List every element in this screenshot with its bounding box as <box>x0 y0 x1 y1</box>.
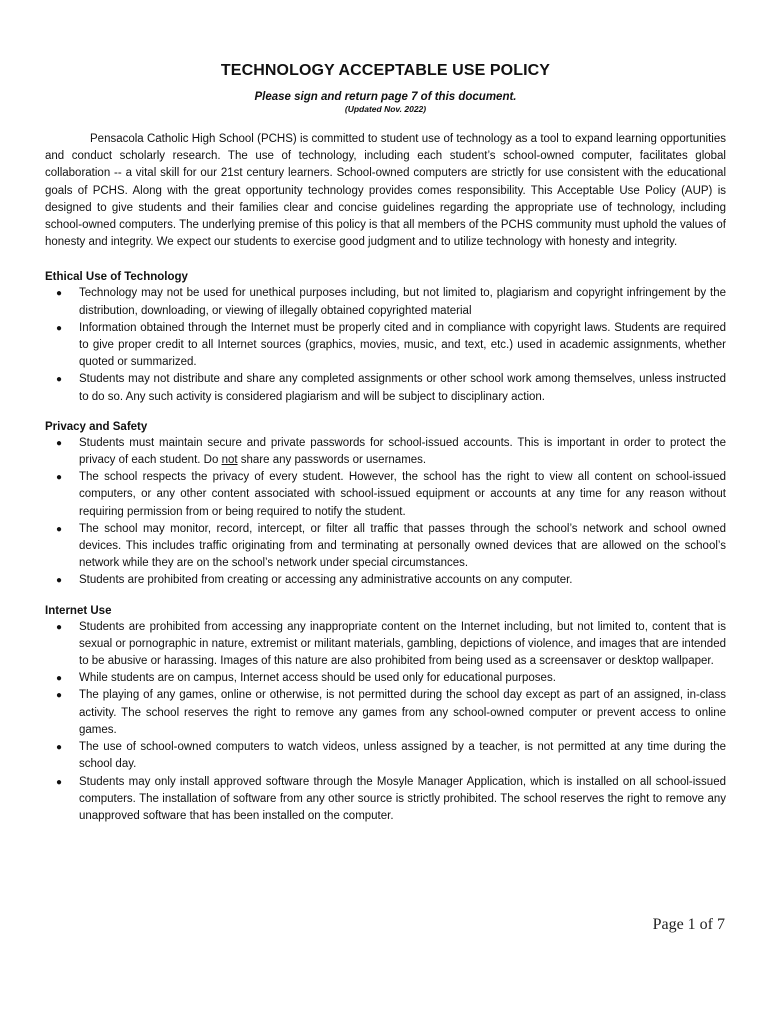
page-title: TECHNOLOGY ACCEPTABLE USE POLICY <box>220 62 551 79</box>
list-item <box>45 774 726 826</box>
list-item-text: Students are prohibited from creating or accessing any administrative accounts on any computer. <box>79 574 573 587</box>
section-privacy-safety <box>45 421 726 590</box>
list-item <box>45 285 726 319</box>
document-page <box>45 62 726 840</box>
list-item <box>45 371 726 405</box>
list-item-text: Students may only install approved software through the Mosyle Manager Application, which is installed on all school-issued computers. The installation of software from any other source is strictly prohibited. The school reserves the right to remove any unapproved software that has been installed on the computer. <box>79 775 726 822</box>
section-ethical-use <box>45 271 726 405</box>
list-item <box>45 670 726 687</box>
list-item <box>45 687 726 739</box>
section-heading: Ethical Use of Technology <box>45 271 188 284</box>
bullet-icon: ● <box>56 523 63 535</box>
underlined-word: not <box>221 454 238 467</box>
list-item-text: While students are on campus, Internet access should be used only for educational purposes. <box>79 672 556 685</box>
list-item-text: Students must maintain secure and private passwords for school-issued accounts. This is important in order to protect the privacy of each student. Do not share any passwords or usernames. <box>79 436 726 467</box>
list-item <box>45 435 726 469</box>
bullet-icon: ● <box>56 472 63 484</box>
list-item-text: The school may monitor, record, intercept, or filter all traffic that passes through the school’s network and school owned devices. This includes traffic originating from and terminating at personally owned devices that are allowed on the school’s network while they are on the school’s network under special circumstances. <box>79 522 726 570</box>
list-item-text: The playing of any games, online or otherwise, is not permitted during the school day except as part of an assigned, in-class activity. The school reserves the right to remove any games from any school-owned computer or prevent access to online games. <box>79 689 726 736</box>
bullet-icon: ● <box>56 742 63 754</box>
section-heading: Privacy and Safety <box>45 420 148 433</box>
section-heading: Internet Use <box>45 604 112 617</box>
bullet-icon: ● <box>56 575 63 587</box>
bullet-icon: ● <box>56 690 63 702</box>
list-item <box>45 320 726 372</box>
list-item <box>45 469 726 521</box>
list-item <box>45 572 726 589</box>
list-item <box>45 619 726 671</box>
subtitle: Please sign and return page 7 of this document. <box>254 91 517 103</box>
list-item-text: The use of school-owned computers to watch videos, unless assigned by a teacher, is not permitted at any time during the school day. <box>79 741 726 771</box>
bullet-icon: ● <box>56 288 63 300</box>
bullet-icon: ● <box>56 374 63 386</box>
list-item-text: Information obtained through the Internet must be properly cited and in compliance with copyright laws. Students are required to give proper credit to all Internet sources (graphics, movies, music, and text, etc.) used in academic assignments, whether quoted or summarized. <box>79 321 726 369</box>
bullet-icon: ● <box>56 621 63 633</box>
updated-date: (Updated Nov. 2022) <box>344 104 427 114</box>
bullet-icon: ● <box>56 776 63 788</box>
list-item <box>45 739 726 773</box>
list-item-text: Students may not distribute and share any completed assignments or other school work among themselves, unless instructed to do so. Any such activity is considered plagiarism and will be subject to disciplinary action. <box>79 373 726 403</box>
bullet-list <box>45 435 726 590</box>
bullet-icon: ● <box>56 437 63 449</box>
page-number: Page 1 of 7 <box>652 916 725 933</box>
bullet-icon: ● <box>56 673 63 685</box>
bullet-list <box>45 619 726 825</box>
list-item-text: The school respects the privacy of every student. However, the school has the right to view all content on school-issued computers, or any other content associated with school-issued equipment or accounts at any time for any reason without requiring permission from or being required to notify the student. <box>79 471 726 518</box>
section-internet-use <box>45 605 726 825</box>
list-item-text: Students are prohibited from accessing any inappropriate content on the Internet including, but not limited to, content that is sexual or pornographic in nature, extremist or militant materials, gambling, depictions of violence, and images that are intended to be abusive or harassing. Images of this nature are also prohibited from being used as a screensaver or desktop wallpaper. <box>79 620 726 668</box>
bullet-icon: ● <box>56 322 63 334</box>
bullet-list <box>45 285 726 405</box>
list-item <box>45 521 726 573</box>
intro-paragraph: Pensacola Catholic High School (PCHS) is committed to student use of technology as a tool to expand learning opportunities and conduct scholarly research. The use of technology, including each student’s school-owned computer, facilitates global collaboration -- a vital skill for our 21st century learners. School-owned computers are strictly for use consistent with the educational goals of PCHS. Along with the great opportunity technology provides comes responsibility. This Acceptable Use Policy (AUP) is designed to give students and their families clear and concise guidelines regarding the appropriate use of technology, including school-owned computers. The underlying premise of this policy is that all members of the PCHS community must uphold the values of honesty and integrity. We expect our students to exercise good judgment and to utilize technology with honesty and integrity. <box>45 133 726 249</box>
list-item-text: Technology may not be used for unethical purposes including, but not limited to, plagiarism and copyright infringement by the distribution, downloading, or viewing of illegally obtained copyrighted material <box>79 287 726 317</box>
